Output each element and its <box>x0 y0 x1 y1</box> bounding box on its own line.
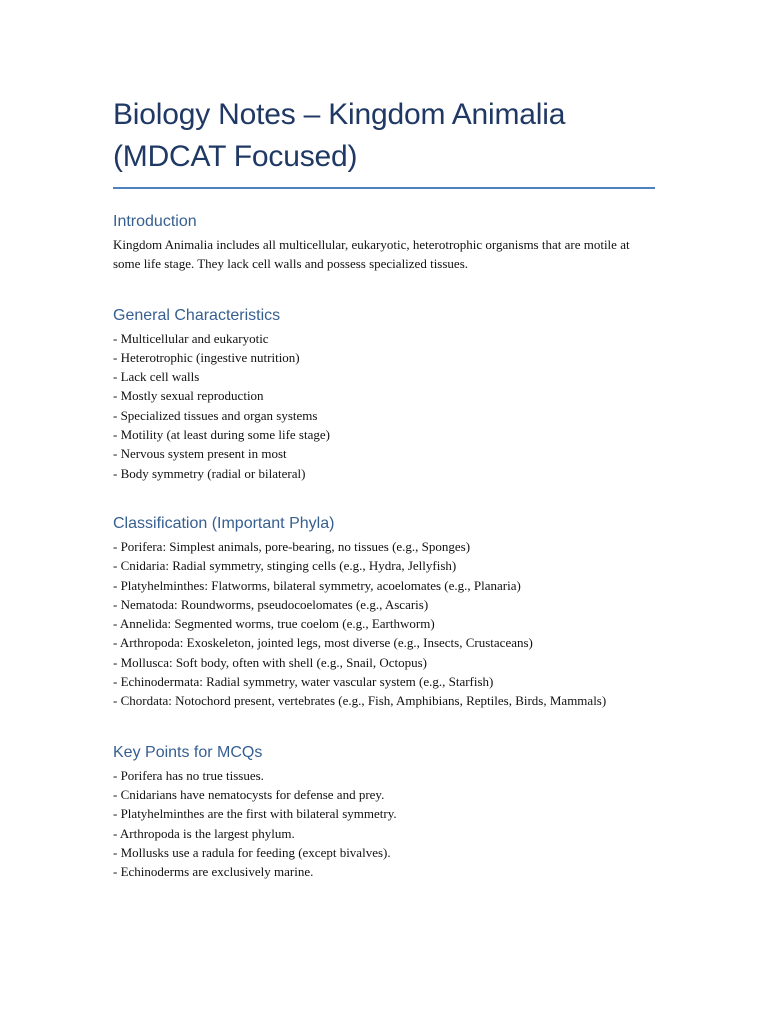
list-item: - Mollusca: Soft body, often with shell (e.g., Snail, Octopus) <box>113 654 428 670</box>
phyla-list <box>113 537 655 711</box>
list-item: - Echinodermata: Radial symmetry, water vascular system (e.g., Starfish) <box>113 674 494 690</box>
list-item: - Platyhelminthes: Flatworms, bilateral symmetry, acoelomates (e.g., Planaria) <box>113 577 521 593</box>
document-title: Biology Notes – Kingdom Animalia (MDCAT Focused) <box>113 98 566 173</box>
list-item: - Chordata: Notochord present, vertebrates (e.g., Fish, Amphibians, Reptiles, Birds, Mammals) <box>113 693 607 709</box>
section-heading: General Characteristics <box>113 306 281 324</box>
characteristics-list <box>113 329 655 483</box>
list-item: - Porifera: Simplest animals, pore-bearing, no tissues (e.g., Sponges) <box>113 538 471 554</box>
list-item: - Mostly sexual reproduction <box>113 388 264 404</box>
list-item: - Cnidarians have nematocysts for defense and prey. <box>113 786 385 802</box>
intro-paragraph: Kingdom Animalia includes all multicellular, eukaryotic, heterotrophic organisms that are motile at some life stage. They lack cell walls and possess specialized tissues. <box>113 237 630 272</box>
list-item: - Body symmetry (radial or bilateral) <box>113 465 306 481</box>
list-item: - Annelida: Segmented worms, true coelom (e.g., Earthworm) <box>113 616 435 632</box>
section-heading: Introduction <box>113 213 197 230</box>
list-item: - Specialized tissues and organ systems <box>113 407 318 423</box>
list-item: - Nematoda: Roundworms, pseudocoelomates (e.g., Ascaris) <box>113 596 429 612</box>
section-classification <box>113 514 655 711</box>
list-item: - Cnidaria: Radial symmetry, stinging cells (e.g., Hydra, Jellyfish) <box>113 558 457 574</box>
title-underline-rule <box>113 187 655 189</box>
document-page <box>113 94 655 881</box>
list-item: - Multicellular and eukaryotic <box>113 330 269 346</box>
list-item: - Mollusks use a radula for feeding (except bivalves). <box>113 844 391 860</box>
list-item: - Echinoderms are exclusively marine. <box>113 864 314 880</box>
section-heading: Key Points for MCQs <box>113 743 263 761</box>
list-item: - Platyhelminthes are the first with bilateral symmetry. <box>113 806 397 822</box>
list-item: - Motility (at least during some life stage) <box>113 427 330 443</box>
list-item: - Lack cell walls <box>113 369 200 385</box>
list-item: - Nervous system present in most <box>113 446 287 462</box>
list-item: - Arthropoda: Exoskeleton, jointed legs, most diverse (e.g., Insects, Crustaceans) <box>113 635 533 651</box>
list-item: - Heterotrophic (ingestive nutrition) <box>113 349 300 365</box>
list-item: - Arthropoda is the largest phylum. <box>113 825 295 841</box>
section-introduction <box>113 212 655 274</box>
section-general-characteristics <box>113 306 655 483</box>
section-key-points <box>113 743 655 882</box>
mcq-points-list <box>113 766 655 882</box>
list-item: - Porifera has no true tissues. <box>113 767 264 783</box>
section-heading: Classification (Important Phyla) <box>113 514 335 532</box>
